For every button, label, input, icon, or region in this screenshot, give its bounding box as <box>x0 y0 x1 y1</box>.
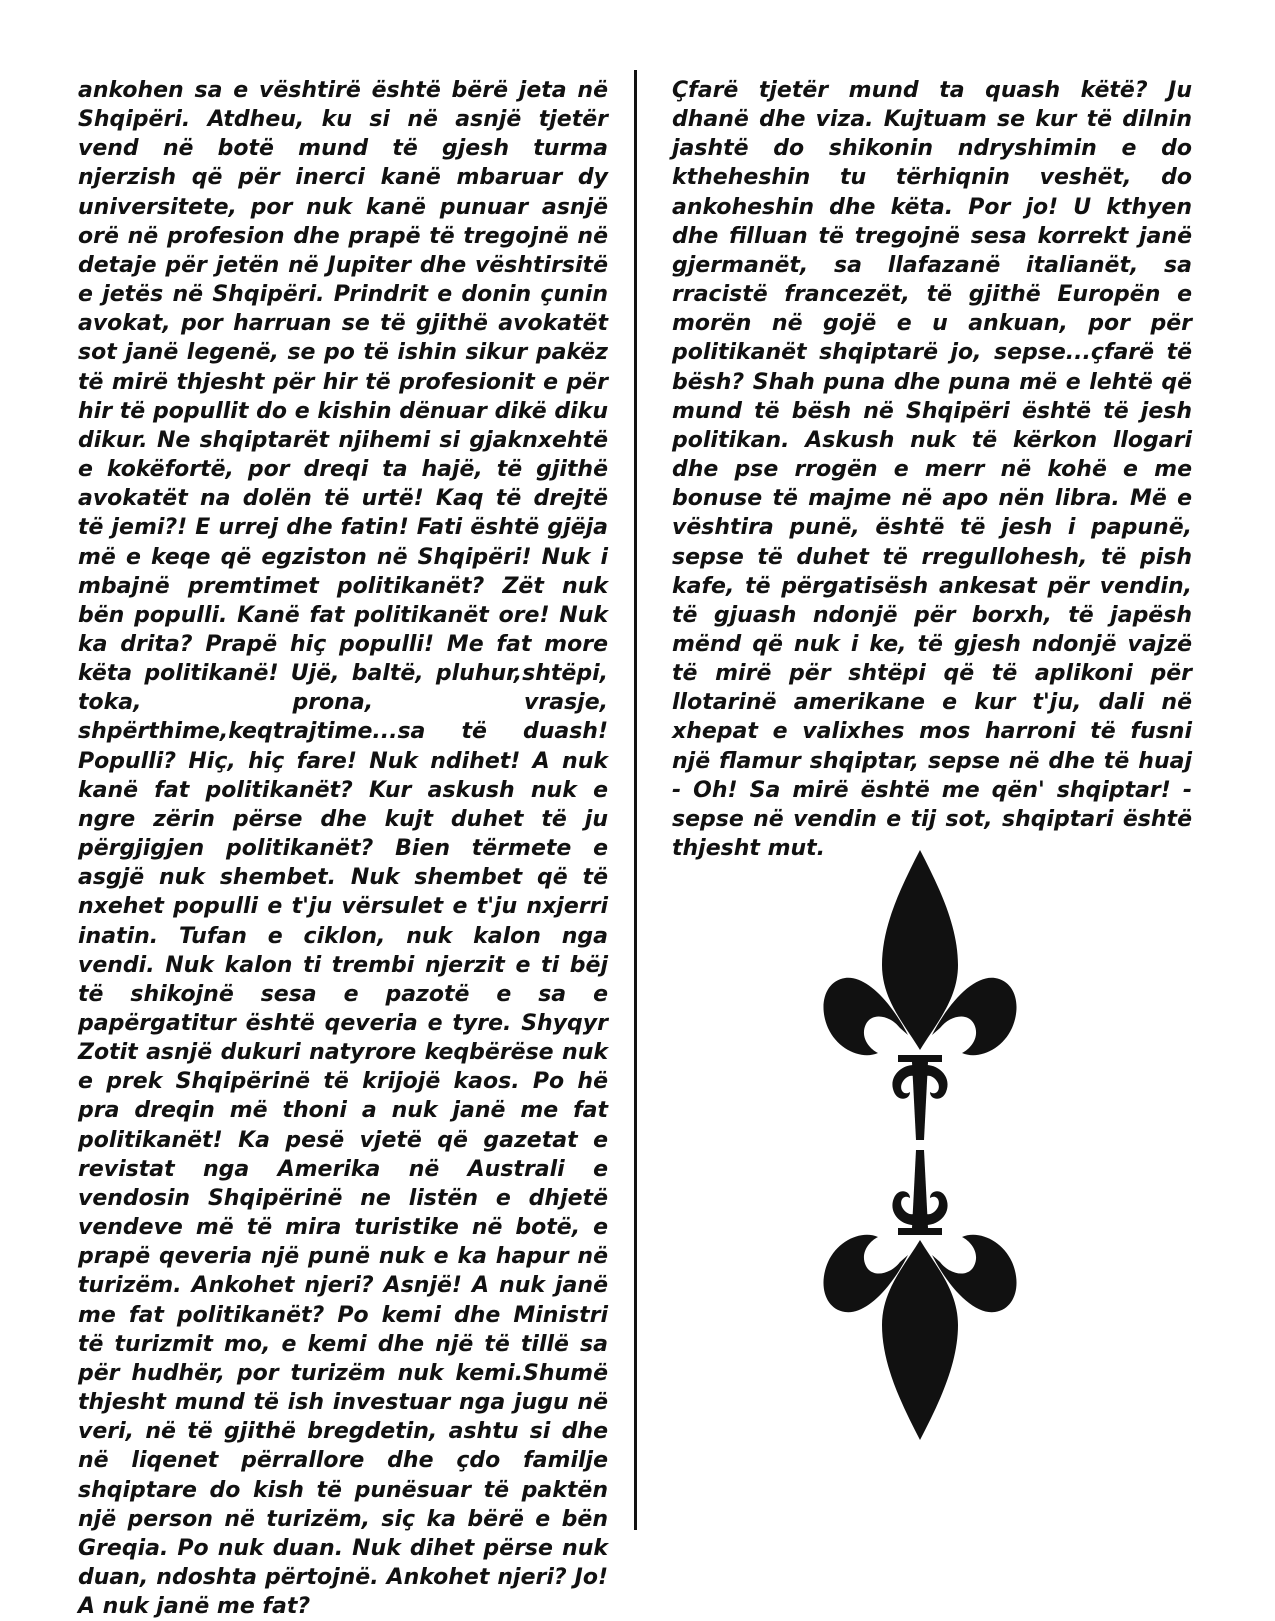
inverted-fleur-de-lis-icon <box>820 1150 1020 1440</box>
article-text-left-column: ankohen sa e vështirë është bërë jeta në Shqipëri. Atdheu, ku si në asnjë tjetër vend në botë mund të gjesh turma njerzish që për inerci kanë mbaruar dy universitete, por nuk kanë punuar asnjë orë në profesion dhe prapë të tregojnë në detaje për jetën në Jupiter dhe vështirsitë e jetës në Shqipëri. Prindrit e donin çunin avokat, por harruan se të gjithë avokatët sot janë legenë, se po të ishin sikur pakëz të mirë thjesht për hir të profesionit e për hir të popullit do e kishin dënuar dikë diku dikur. Ne shqiptarët njihemi si gjaknxehtë e kokëfortë, por dreqi ta hajë, të gjithë avokatët na dolën të urtë! Kaq të drejtë të jemi?! E urrej dhe fatin! Fati është gjëja më e keqe që egziston në Shqipëri! Nuk i mbajnë premtimet politikanët? Zët nuk bën populli. Kanë fat politikanët ore! Nuk ka drita? Prapë hiç populli! Me fat more këta politikanë! Ujë, baltë, pluhur,shtëpi, toka, prona, vrasje, shpërthime,keqtrajtime...sa të duash! Populli? Hiç, hiç fare! Nuk ndihet! A nuk kanë fat politikanët? Kur askush nuk e ngre zërin përse dhe kujt duhet të ju përgjigjen politikanët? Bien tërmete e asgjë nuk shembet. Nuk shembet që të nxehet populli e t'ju vërsulet e t'ju nxjerri inatin. Tufan e ciklon, nuk kalon nga vendi. Nuk kalon ti trembi njerzit e ti bëj të shikojnë sesa e pazotë e sa e papërgatitur është qeveria e tyre. Shyqyr Zotit asnjë dukuri natyrore keqbërëse nuk e prek Shqipërinë të krijojë kaos. Po hë pra dreqin më thoni a nuk janë me fat politikanët! Ka pesë vjetë që gazetat e revistat nga Amerika në Australi e vendosin Shqipërinë ne listën e dhjetë vendeve më të mira turistike në botë, e prapë qeveria një punë nuk e ka hapur në turizëm. Ankohet njeri? Asnjë! A nuk janë me fat politikanët? Po kemi dhe Ministri të turizmit mo, e kemi dhe një të tillë sa për hudhër, por turizëm nuk kemi.Shumë thjesht mund të ish investuar nga jugu në veri, në të gjithë bregdetin, ashtu si dhe në liqenet përrallore dhe çdo familje shqiptare do kish të punësuar të paktën një person në turizëm, siç ka bërë e bën Greqia. Po nuk duan. Nuk dihet përse nuk duan, ndoshta përtojnë. Ankohet njeri? Jo! A nuk janë me fat? <box>78 78 608 1620</box>
column-divider <box>634 70 637 1530</box>
fleur-de-lis-icon <box>820 850 1020 1140</box>
article-text-right-column: Çfarë tjetër mund ta quash këtë? Ju dhanë dhe viza. Kujtuam se kur të dilnin jashtë do shikonin ndryshimin e do ktheheshin tu tërhiqnin veshët, do ankoheshin dhe këta. Por jo! U kthyen dhe filluan të tregojnë sesa korrekt janë gjermanët, sa llafazanë italianët, sa rracistë francezët, të gjithë Europën e morën në gojë e u ankuan, por për politikanët shqiptarë jo, sepse...çfarë të bësh? Shah puna dhe puna më e lehtë që mund të bësh në Shqipëri është të jesh politikan. Askush nuk të kërkon llogari dhe pse rrogën e merr në kohë e me bonuse të majme në apo nën libra. Më e vështira punë, është të jesh i papunë, sepse të duhet të rregullohesh, të pish kafe, të përgatisësh ankesat për vendin, të gjuash ndonjë për borxh, të japësh mënd që nuk i ke, të gjesh ndonjë vajzë të mirë për shtëpi që të aplikoni për llotarinë amerikane e kur t'ju, dali në xhepat e valixhes mos harroni të fusni një flamur shqiptar, sepse në dhe të huaj - Oh! Sa mirë është me qën' shqiptar! - sepse në vendin e tij sot, shqiptari është thjesht mut. <box>672 78 1192 862</box>
